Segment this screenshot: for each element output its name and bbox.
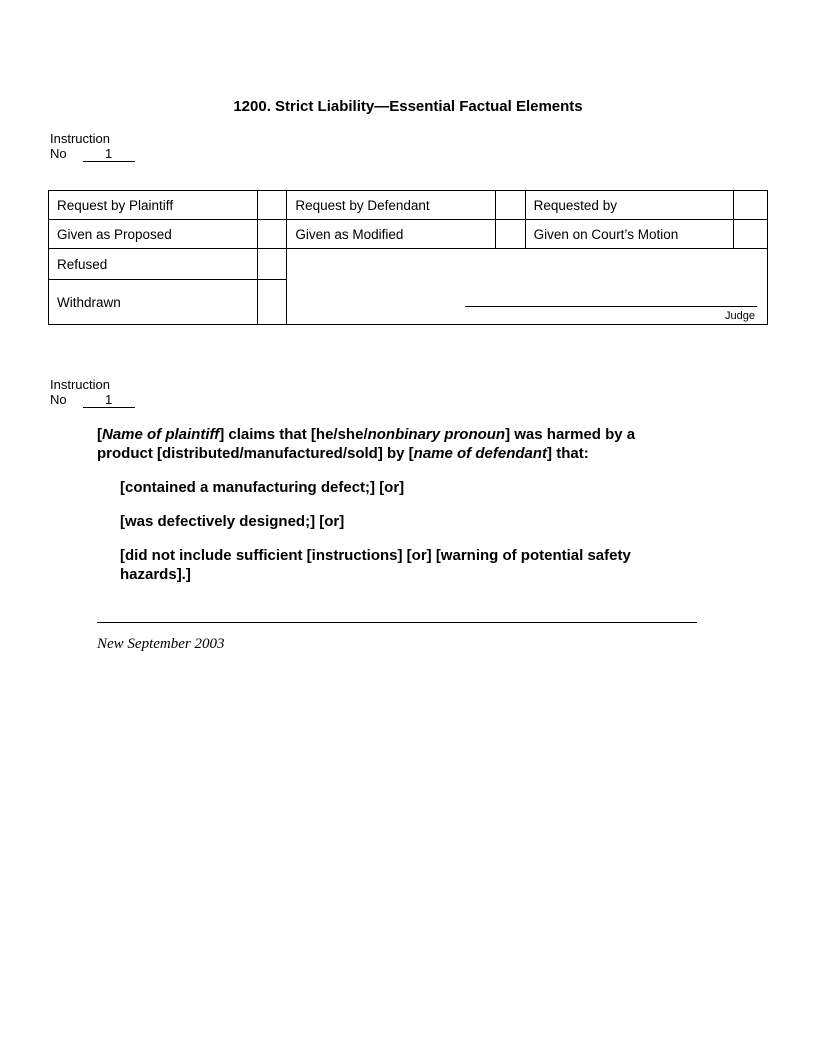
checkbox-cell-given-courts-motion: [734, 220, 768, 249]
instruction-number-value: 1: [83, 392, 135, 408]
revision-note: New September 2003: [97, 636, 225, 652]
instruction-label: Instruction: [50, 377, 110, 392]
cell-requested-by: Requested by: [525, 191, 734, 220]
instruction-body: [97, 425, 689, 599]
checkbox-cell-request-defendant: [495, 191, 525, 220]
instruction-label: Instruction: [50, 131, 110, 146]
checkbox-cell-given-proposed: [257, 220, 287, 249]
instruction-no-label: No: [50, 146, 67, 161]
instruction-option-3: [did not include sufficient [instructions] [or] [warning of potential safety hazards].]: [120, 547, 631, 583]
judge-signature-cell: [287, 249, 768, 325]
footer-divider: [97, 622, 697, 623]
cell-given-as-proposed: Given as Proposed: [49, 220, 258, 249]
cell-given-on-courts-motion: Given on Court’s Motion: [525, 220, 734, 249]
checkbox-cell-withdrawn: [257, 280, 287, 325]
judge-label: Judge: [725, 310, 755, 322]
instruction-option-1: [contained a manufacturing defect;] [or]: [120, 479, 405, 496]
instruction-status-table: [48, 190, 768, 325]
instruction-no-label: No: [50, 392, 67, 407]
checkbox-cell-refused: [257, 249, 287, 280]
checkbox-cell-requested-by: [734, 191, 768, 220]
page-title: 1200. Strict Liability—Essential Factual Elements: [233, 98, 583, 115]
instruction-option-2: [was defectively designed;] [or]: [120, 513, 345, 530]
instruction-number-block-top: [50, 131, 135, 162]
instruction-paragraph: [Name of plaintiff] claims that [he/she/nonbinary pronoun] was harmed by a product [distributed/manufactured/sold] by [name of defendant] that:: [97, 426, 636, 462]
cell-request-by-plaintiff: Request by Plaintiff: [49, 191, 258, 220]
cell-request-by-defendant: Request by Defendant: [287, 191, 496, 220]
checkbox-cell-request-plaintiff: [257, 191, 287, 220]
cell-refused: Refused: [49, 249, 258, 280]
cell-withdrawn: Withdrawn: [49, 280, 258, 325]
checkbox-cell-given-modified: [495, 220, 525, 249]
judge-signature-line: [465, 306, 757, 307]
instruction-number-value: 1: [83, 146, 135, 162]
instruction-number-block-bottom: [50, 377, 135, 408]
cell-given-as-modified: Given as Modified: [287, 220, 496, 249]
